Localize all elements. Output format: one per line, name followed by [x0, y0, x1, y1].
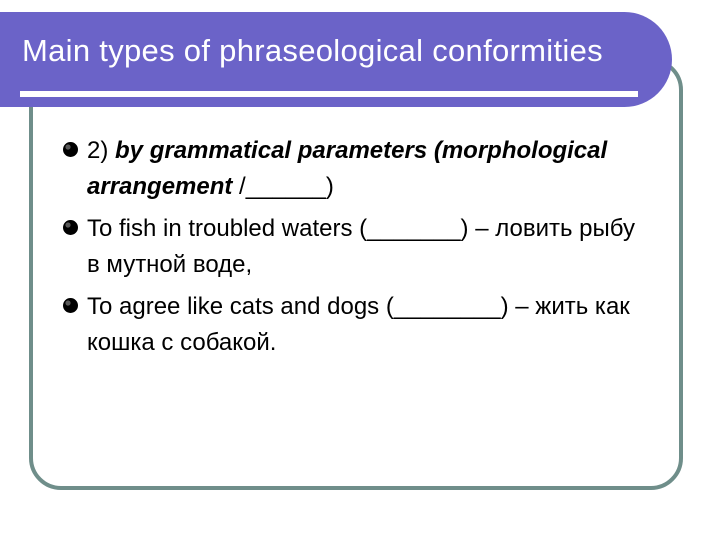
bullet-number-prefix: 2) — [87, 137, 116, 164]
black-circle-bullet-icon — [62, 141, 79, 158]
bullet-item-grammatical-parameters — [62, 133, 642, 205]
black-circle-bullet-icon — [62, 297, 79, 314]
title-underline — [20, 91, 638, 97]
black-circle-bullet-icon — [62, 219, 79, 236]
bullet-text: To fish in troubled waters (_______) – ловить рыбу в мутной воде, — [87, 215, 635, 278]
bullet-item-fish-troubled-waters — [62, 211, 642, 283]
slide-title: Main types of phraseological conformities — [22, 33, 603, 68]
bullet-suffix-blank: /______) — [232, 173, 334, 200]
bullet-item-cats-and-dogs — [62, 289, 642, 361]
bullet-text: To agree like cats and dogs (________) – жить как кошка с собакой. — [87, 293, 630, 356]
bullet-emphasis-text: by grammatical parameters (morphological arrangement — [87, 137, 608, 200]
bullet-list — [62, 133, 642, 367]
